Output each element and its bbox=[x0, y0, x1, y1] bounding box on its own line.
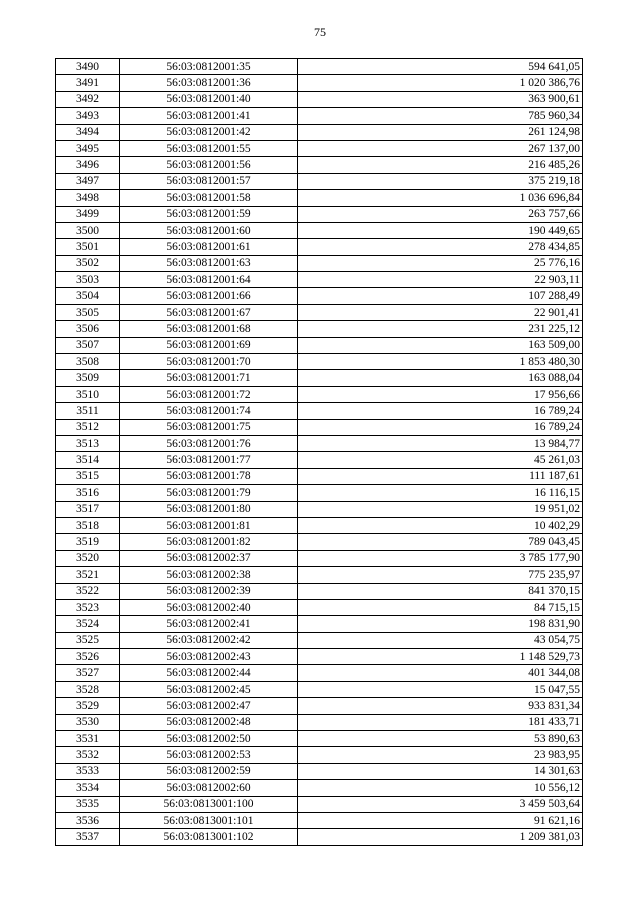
cadastral-number-cell: 56:03:0812002:40 bbox=[120, 599, 298, 615]
table-row bbox=[56, 550, 583, 566]
cadastral-number-cell: 56:03:0812001:82 bbox=[120, 534, 298, 550]
table-row bbox=[56, 731, 583, 747]
cadastral-value-cell: 16 116,15 bbox=[298, 485, 583, 501]
cadastral-number-cell: 56:03:0812002:59 bbox=[120, 763, 298, 779]
row-number-cell: 3534 bbox=[56, 780, 120, 796]
cadastral-value-cell: 190 449,65 bbox=[298, 222, 583, 238]
cadastral-number-cell: 56:03:0812002:48 bbox=[120, 714, 298, 730]
cadastral-value-cell: 111 187,61 bbox=[298, 468, 583, 484]
row-number-cell: 3532 bbox=[56, 747, 120, 763]
table-row bbox=[56, 157, 583, 173]
cadastral-number-cell: 56:03:0812001:77 bbox=[120, 452, 298, 468]
table-row bbox=[56, 632, 583, 648]
row-number-cell: 3507 bbox=[56, 337, 120, 353]
table-row bbox=[56, 714, 583, 730]
cadastral-number-cell: 56:03:0812001:66 bbox=[120, 288, 298, 304]
cadastral-value-cell: 22 903,11 bbox=[298, 272, 583, 288]
cadastral-number-cell: 56:03:0812001:56 bbox=[120, 157, 298, 173]
cadastral-number-cell: 56:03:0812001:64 bbox=[120, 272, 298, 288]
table-row bbox=[56, 567, 583, 583]
cadastral-value-cell: 933 831,34 bbox=[298, 698, 583, 714]
row-number-cell: 3524 bbox=[56, 616, 120, 632]
table-row bbox=[56, 452, 583, 468]
row-number-cell: 3536 bbox=[56, 812, 120, 828]
cadastral-number-cell: 56:03:0812001:70 bbox=[120, 354, 298, 370]
table-row bbox=[56, 517, 583, 533]
table-row bbox=[56, 468, 583, 484]
cadastral-value-cell: 375 219,18 bbox=[298, 173, 583, 189]
row-number-cell: 3533 bbox=[56, 763, 120, 779]
table-row bbox=[56, 370, 583, 386]
cadastral-number-cell: 56:03:0812001:35 bbox=[120, 59, 298, 75]
table-row bbox=[56, 501, 583, 517]
cadastral-value-cell: 16 789,24 bbox=[298, 419, 583, 435]
cadastral-number-cell: 56:03:0812001:76 bbox=[120, 435, 298, 451]
cadastral-number-cell: 56:03:0812002:43 bbox=[120, 649, 298, 665]
cadastral-value-cell: 785 960,34 bbox=[298, 108, 583, 124]
cadastral-number-cell: 56:03:0812002:53 bbox=[120, 747, 298, 763]
table-row bbox=[56, 812, 583, 828]
table-row bbox=[56, 288, 583, 304]
cadastral-value-cell: 263 757,66 bbox=[298, 206, 583, 222]
row-number-cell: 3521 bbox=[56, 567, 120, 583]
cadastral-value-cell: 45 261,03 bbox=[298, 452, 583, 468]
cadastral-value-cell: 14 301,63 bbox=[298, 763, 583, 779]
cadastral-value-cell: 267 137,00 bbox=[298, 140, 583, 156]
table-row bbox=[56, 435, 583, 451]
table-row bbox=[56, 91, 583, 107]
row-number-cell: 3526 bbox=[56, 649, 120, 665]
cadastral-number-cell: 56:03:0812001:71 bbox=[120, 370, 298, 386]
row-number-cell: 3506 bbox=[56, 321, 120, 337]
table-row bbox=[56, 419, 583, 435]
cadastral-number-cell: 56:03:0812001:80 bbox=[120, 501, 298, 517]
table-row bbox=[56, 649, 583, 665]
row-number-cell: 3491 bbox=[56, 75, 120, 91]
row-number-cell: 3509 bbox=[56, 370, 120, 386]
cadastral-number-cell: 56:03:0812001:67 bbox=[120, 304, 298, 320]
cadastral-value-cell: 1 853 480,30 bbox=[298, 354, 583, 370]
row-number-cell: 3520 bbox=[56, 550, 120, 566]
cadastral-value-cell: 401 344,08 bbox=[298, 665, 583, 681]
cadastral-value-cell: 163 088,04 bbox=[298, 370, 583, 386]
cadastral-number-cell: 56:03:0813001:100 bbox=[120, 796, 298, 812]
cadastral-value-cell: 13 984,77 bbox=[298, 435, 583, 451]
cadastral-number-cell: 56:03:0812002:60 bbox=[120, 780, 298, 796]
table-row bbox=[56, 386, 583, 402]
row-number-cell: 3514 bbox=[56, 452, 120, 468]
row-number-cell: 3519 bbox=[56, 534, 120, 550]
cadastral-number-cell: 56:03:0812001:41 bbox=[120, 108, 298, 124]
cadastral-value-cell: 43 054,75 bbox=[298, 632, 583, 648]
table-row bbox=[56, 108, 583, 124]
row-number-cell: 3537 bbox=[56, 829, 120, 845]
cadastral-number-cell: 56:03:0812001:72 bbox=[120, 386, 298, 402]
cadastral-value-cell: 19 951,02 bbox=[298, 501, 583, 517]
row-number-cell: 3494 bbox=[56, 124, 120, 140]
cadastral-number-cell: 56:03:0812001:42 bbox=[120, 124, 298, 140]
table-row bbox=[56, 763, 583, 779]
cadastral-value-cell: 163 509,00 bbox=[298, 337, 583, 353]
cadastral-number-cell: 56:03:0812001:78 bbox=[120, 468, 298, 484]
cadastral-number-cell: 56:03:0813001:101 bbox=[120, 812, 298, 828]
table-row bbox=[56, 780, 583, 796]
row-number-cell: 3531 bbox=[56, 731, 120, 747]
table-row bbox=[56, 485, 583, 501]
row-number-cell: 3516 bbox=[56, 485, 120, 501]
table-row bbox=[56, 255, 583, 271]
table-row bbox=[56, 665, 583, 681]
cadastral-number-cell: 56:03:0812001:75 bbox=[120, 419, 298, 435]
cadastral-number-cell: 56:03:0812001:60 bbox=[120, 222, 298, 238]
cadastral-value-cell: 3 459 503,64 bbox=[298, 796, 583, 812]
table-row bbox=[56, 681, 583, 697]
row-number-cell: 3511 bbox=[56, 403, 120, 419]
table-row bbox=[56, 59, 583, 75]
cadastral-number-cell: 56:03:0812001:40 bbox=[120, 91, 298, 107]
row-number-cell: 3490 bbox=[56, 59, 120, 75]
cadastral-value-cell: 1 020 386,76 bbox=[298, 75, 583, 91]
cadastral-number-cell: 56:03:0812001:61 bbox=[120, 239, 298, 255]
cadastral-value-cell: 198 831,90 bbox=[298, 616, 583, 632]
row-number-cell: 3505 bbox=[56, 304, 120, 320]
row-number-cell: 3500 bbox=[56, 222, 120, 238]
row-number-cell: 3529 bbox=[56, 698, 120, 714]
table-row bbox=[56, 599, 583, 615]
cadastral-number-cell: 56:03:0812002:44 bbox=[120, 665, 298, 681]
row-number-cell: 3512 bbox=[56, 419, 120, 435]
row-number-cell: 3504 bbox=[56, 288, 120, 304]
row-number-cell: 3499 bbox=[56, 206, 120, 222]
row-number-cell: 3523 bbox=[56, 599, 120, 615]
table-row bbox=[56, 272, 583, 288]
row-number-cell: 3501 bbox=[56, 239, 120, 255]
cadastral-value-cell: 91 621,16 bbox=[298, 812, 583, 828]
table-row bbox=[56, 616, 583, 632]
cadastral-number-cell: 56:03:0812002:50 bbox=[120, 731, 298, 747]
page-number: 75 bbox=[314, 25, 326, 39]
table-row bbox=[56, 534, 583, 550]
cadastral-value-cell: 15 047,55 bbox=[298, 681, 583, 697]
row-number-cell: 3492 bbox=[56, 91, 120, 107]
row-number-cell: 3513 bbox=[56, 435, 120, 451]
cadastral-value-cell: 278 434,85 bbox=[298, 239, 583, 255]
table-row bbox=[56, 403, 583, 419]
table-row bbox=[56, 304, 583, 320]
cadastral-value-cell: 25 776,16 bbox=[298, 255, 583, 271]
cadastral-value-cell: 10 556,12 bbox=[298, 780, 583, 796]
row-number-cell: 3493 bbox=[56, 108, 120, 124]
table-row bbox=[56, 190, 583, 206]
row-number-cell: 3496 bbox=[56, 157, 120, 173]
table-row bbox=[56, 796, 583, 812]
cadastral-number-cell: 56:03:0812001:58 bbox=[120, 190, 298, 206]
cadastral-number-cell: 56:03:0812001:59 bbox=[120, 206, 298, 222]
table-row bbox=[56, 222, 583, 238]
cadastral-number-cell: 56:03:0812001:69 bbox=[120, 337, 298, 353]
table-row bbox=[56, 173, 583, 189]
table-row bbox=[56, 75, 583, 91]
row-number-cell: 3527 bbox=[56, 665, 120, 681]
row-number-cell: 3510 bbox=[56, 386, 120, 402]
row-number-cell: 3502 bbox=[56, 255, 120, 271]
row-number-cell: 3518 bbox=[56, 517, 120, 533]
table-row bbox=[56, 354, 583, 370]
row-number-cell: 3497 bbox=[56, 173, 120, 189]
cadastral-number-cell: 56:03:0812002:41 bbox=[120, 616, 298, 632]
row-number-cell: 3498 bbox=[56, 190, 120, 206]
cadastral-value-table bbox=[55, 58, 583, 846]
row-number-cell: 3525 bbox=[56, 632, 120, 648]
row-number-cell: 3528 bbox=[56, 681, 120, 697]
row-number-cell: 3503 bbox=[56, 272, 120, 288]
cadastral-number-cell: 56:03:0813001:102 bbox=[120, 829, 298, 845]
cadastral-value-cell: 594 641,05 bbox=[298, 59, 583, 75]
cadastral-value-cell: 1 148 529,73 bbox=[298, 649, 583, 665]
cadastral-value-cell: 17 956,66 bbox=[298, 386, 583, 402]
cadastral-value-cell: 231 225,12 bbox=[298, 321, 583, 337]
table-row bbox=[56, 206, 583, 222]
cadastral-value-cell: 84 715,15 bbox=[298, 599, 583, 615]
row-number-cell: 3515 bbox=[56, 468, 120, 484]
cadastral-number-cell: 56:03:0812001:55 bbox=[120, 140, 298, 156]
cadastral-value-cell: 23 983,95 bbox=[298, 747, 583, 763]
cadastral-value-cell: 775 235,97 bbox=[298, 567, 583, 583]
cadastral-number-cell: 56:03:0812001:81 bbox=[120, 517, 298, 533]
cadastral-value-cell: 261 124,98 bbox=[298, 124, 583, 140]
row-number-cell: 3508 bbox=[56, 354, 120, 370]
table-row bbox=[56, 124, 583, 140]
row-number-cell: 3517 bbox=[56, 501, 120, 517]
cadastral-value-cell: 10 402,29 bbox=[298, 517, 583, 533]
cadastral-value-cell: 216 485,26 bbox=[298, 157, 583, 173]
cadastral-value-cell: 1 209 381,03 bbox=[298, 829, 583, 845]
table-row bbox=[56, 829, 583, 845]
table-row bbox=[56, 698, 583, 714]
cadastral-value-cell: 1 036 696,84 bbox=[298, 190, 583, 206]
table-row bbox=[56, 321, 583, 337]
cadastral-value-cell: 181 433,71 bbox=[298, 714, 583, 730]
cadastral-value-cell: 53 890,63 bbox=[298, 731, 583, 747]
cadastral-number-cell: 56:03:0812002:45 bbox=[120, 681, 298, 697]
table-row bbox=[56, 747, 583, 763]
cadastral-value-cell: 363 900,61 bbox=[298, 91, 583, 107]
cadastral-number-cell: 56:03:0812001:79 bbox=[120, 485, 298, 501]
cadastral-number-cell: 56:03:0812002:37 bbox=[120, 550, 298, 566]
table-body bbox=[56, 59, 583, 846]
cadastral-value-cell: 841 370,15 bbox=[298, 583, 583, 599]
cadastral-value-cell: 16 789,24 bbox=[298, 403, 583, 419]
cadastral-value-cell: 789 043,45 bbox=[298, 534, 583, 550]
row-number-cell: 3522 bbox=[56, 583, 120, 599]
table-row bbox=[56, 140, 583, 156]
cadastral-number-cell: 56:03:0812001:57 bbox=[120, 173, 298, 189]
table-row bbox=[56, 337, 583, 353]
row-number-cell: 3535 bbox=[56, 796, 120, 812]
cadastral-number-cell: 56:03:0812002:38 bbox=[120, 567, 298, 583]
cadastral-number-cell: 56:03:0812002:47 bbox=[120, 698, 298, 714]
cadastral-value-cell: 22 901,41 bbox=[298, 304, 583, 320]
cadastral-value-cell: 3 785 177,90 bbox=[298, 550, 583, 566]
cadastral-number-cell: 56:03:0812001:68 bbox=[120, 321, 298, 337]
table-row bbox=[56, 583, 583, 599]
cadastral-number-cell: 56:03:0812001:36 bbox=[120, 75, 298, 91]
row-number-cell: 3495 bbox=[56, 140, 120, 156]
table-row bbox=[56, 239, 583, 255]
cadastral-number-cell: 56:03:0812001:63 bbox=[120, 255, 298, 271]
cadastral-number-cell: 56:03:0812002:39 bbox=[120, 583, 298, 599]
cadastral-value-cell: 107 288,49 bbox=[298, 288, 583, 304]
cadastral-number-cell: 56:03:0812001:74 bbox=[120, 403, 298, 419]
row-number-cell: 3530 bbox=[56, 714, 120, 730]
cadastral-number-cell: 56:03:0812002:42 bbox=[120, 632, 298, 648]
